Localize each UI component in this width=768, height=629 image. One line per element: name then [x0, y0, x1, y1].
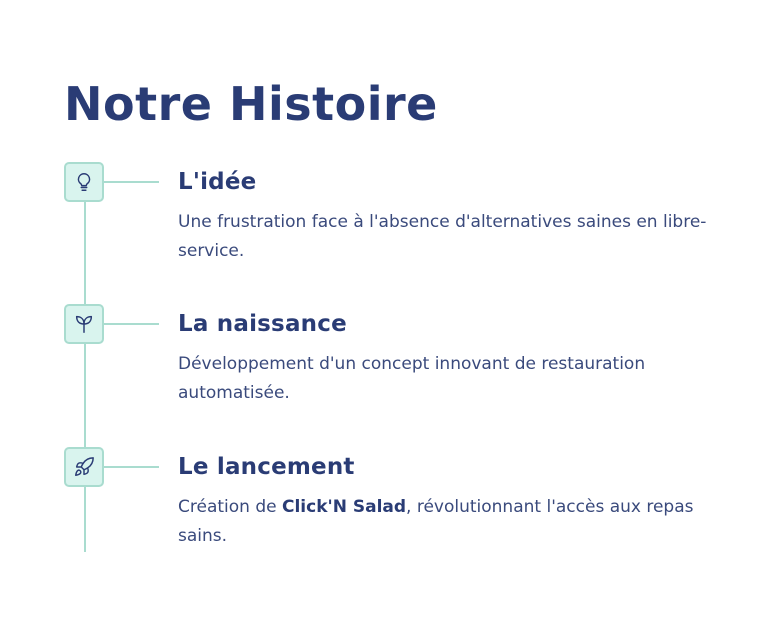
- lightbulb-icon: [64, 162, 104, 202]
- timeline-connector: [104, 466, 159, 468]
- page-title: Notre Histoire: [64, 77, 438, 131]
- milestone-title: La naissance: [178, 311, 347, 337]
- milestone-description: Développement d'un concept innovant de restauration automatisée.: [178, 354, 646, 403]
- timeline-line: [84, 200, 86, 552]
- description-prefix: Création de: [178, 497, 282, 517]
- timeline-connector: [104, 181, 159, 183]
- milestone-title: Le lancement: [178, 454, 355, 480]
- milestone-title: L'idée: [178, 169, 257, 195]
- milestone-description: Une frustration face à l'absence d'alternatives saines en libre-service.: [178, 212, 707, 261]
- timeline-connector: [104, 323, 159, 325]
- rocket-icon: [64, 447, 104, 487]
- milestone-description: [178, 493, 723, 551]
- sprout-icon: [64, 304, 104, 344]
- brand-name: Click'N Salad: [281, 497, 407, 517]
- description-suffix: , révolutionnant l'accès aux repas sains.: [178, 497, 694, 546]
